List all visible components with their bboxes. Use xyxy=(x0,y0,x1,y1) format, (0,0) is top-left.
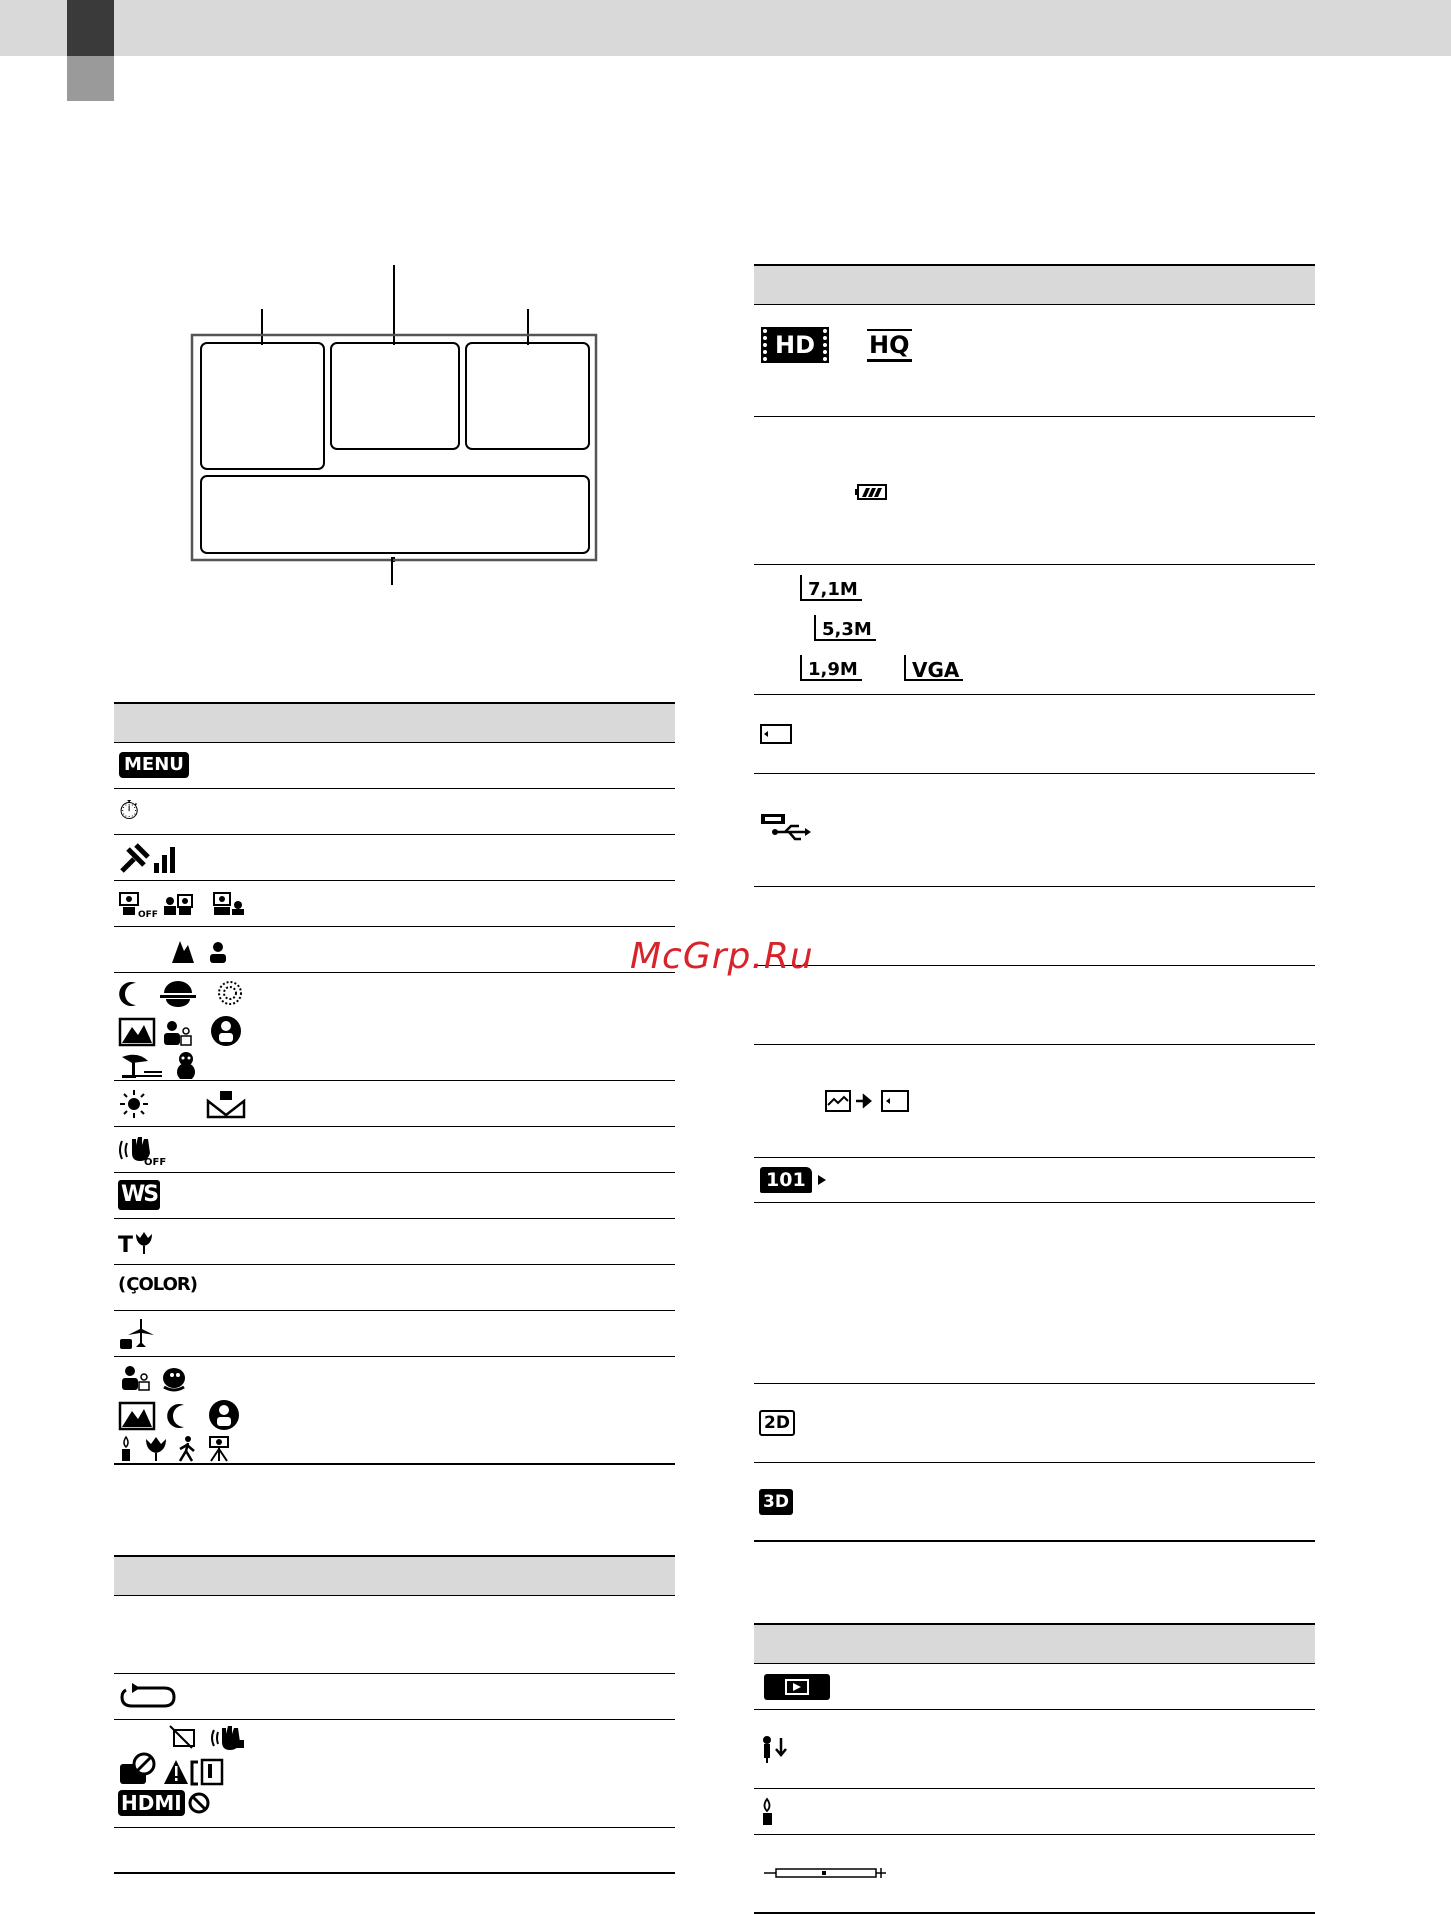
table-row xyxy=(754,1835,1315,1914)
image-size-53m-icon: 5,3M xyxy=(814,615,876,641)
table-row xyxy=(114,1311,675,1357)
table-row xyxy=(754,1710,1315,1789)
table-row xyxy=(754,887,1315,966)
table-row xyxy=(114,1828,675,1874)
memory-card-icon xyxy=(759,723,793,745)
left-table-1 xyxy=(114,702,675,1465)
table-row xyxy=(114,1219,675,1265)
screen-layout-diagram xyxy=(190,265,598,562)
image-size-19m-icon: 1,9M xyxy=(800,655,862,681)
volume-slider-icon xyxy=(762,1863,892,1883)
table-row xyxy=(754,1463,1315,1542)
beach-icon xyxy=(122,1055,162,1078)
sunset-icon xyxy=(160,981,196,1007)
sun-icon xyxy=(120,1090,148,1118)
gps-signal-icon xyxy=(118,841,178,875)
table-row xyxy=(754,966,1315,1045)
section-tab xyxy=(67,0,114,101)
face-child-icon xyxy=(164,895,192,915)
table-row xyxy=(114,1596,675,1674)
warning-icon xyxy=(164,1760,188,1784)
top-bar xyxy=(0,0,1451,56)
image-size-71m-icon: 7,1M xyxy=(800,575,862,601)
spotlight-icon xyxy=(211,1016,241,1046)
hq-icon: HQ xyxy=(867,329,912,362)
ws-icon: WS xyxy=(118,1180,160,1210)
bottom-area-box xyxy=(201,476,589,553)
3d-icon: 3D xyxy=(759,1489,793,1515)
table-row xyxy=(114,835,675,881)
mic-level-down-icon xyxy=(759,1734,791,1764)
auto-scene-icons xyxy=(118,1363,258,1463)
snow-icon xyxy=(177,1052,195,1079)
bracket-icon xyxy=(192,1760,222,1784)
menu-icon: MENU xyxy=(119,752,189,778)
portrait-icon xyxy=(164,1021,191,1045)
candle-icon xyxy=(122,1437,130,1461)
exposure-icons xyxy=(118,1087,268,1121)
battery-icon xyxy=(854,483,888,501)
table-row xyxy=(754,305,1315,417)
color-icon: (ÇOLOR) xyxy=(118,1274,198,1295)
right-area-box xyxy=(466,343,589,449)
playback-icon xyxy=(762,1672,832,1702)
card-error-icon xyxy=(170,1726,194,1748)
self-timer-icon: ⏱ xyxy=(119,796,140,826)
scene-selection-icons xyxy=(118,979,258,1079)
airplane-icon xyxy=(118,1317,158,1351)
candle-icon xyxy=(759,1797,779,1827)
table-row xyxy=(114,743,675,789)
screen-frame xyxy=(192,335,596,560)
face-off-icon xyxy=(120,893,158,919)
2d-icon: 2D xyxy=(759,1410,795,1436)
steadyshot-off-icon xyxy=(118,1133,168,1167)
portrait-icon xyxy=(122,1366,149,1390)
usb-connection-icon xyxy=(759,812,811,848)
table-row xyxy=(114,1081,675,1127)
backlight-icon xyxy=(208,1091,244,1117)
image-size-vga-icon: VGA xyxy=(904,655,963,681)
callout-line-bottom-ext xyxy=(390,557,394,585)
table-header xyxy=(114,1557,675,1596)
photo-copy-icon xyxy=(824,1087,920,1115)
svg-text:T: T xyxy=(118,1233,134,1256)
landscape-icon xyxy=(120,1403,154,1429)
tripod-icon xyxy=(210,1437,228,1461)
repeat-icon xyxy=(118,1682,178,1712)
table-row xyxy=(114,1720,675,1828)
svg-text:OFF: OFF xyxy=(144,1157,167,1167)
table-row xyxy=(114,973,675,1081)
table-row xyxy=(114,1173,675,1219)
table-row xyxy=(114,1265,675,1311)
table-row xyxy=(754,565,1315,695)
table-header xyxy=(754,1625,1315,1664)
table-row xyxy=(114,1357,675,1465)
svg-text:OFF: OFF xyxy=(138,910,158,919)
table-row xyxy=(754,1384,1315,1463)
hd-icon: HD xyxy=(763,329,827,361)
table-row xyxy=(754,417,1315,565)
spotlight-icon xyxy=(209,1400,239,1430)
no-icon xyxy=(187,1791,211,1815)
table-row xyxy=(754,1158,1315,1203)
moon-icon xyxy=(119,982,136,1006)
table-row xyxy=(754,1203,1315,1384)
right-table-2 xyxy=(754,1623,1315,1914)
steadyshot-lock-icon xyxy=(212,1726,244,1750)
right-table-1 xyxy=(754,264,1315,1542)
table-header xyxy=(754,266,1315,305)
baby-icon xyxy=(163,1368,185,1390)
landscape-icon xyxy=(120,1019,154,1045)
table-row xyxy=(114,1127,675,1173)
face-detection-icons xyxy=(118,891,258,919)
face-adult-icon xyxy=(214,893,244,915)
left-table-2 xyxy=(114,1555,675,1874)
mountain-icon xyxy=(172,941,194,963)
table-row xyxy=(114,1674,675,1720)
table-row xyxy=(114,881,675,927)
hdmi-icon: HDMI xyxy=(118,1790,185,1816)
tele-macro-icon xyxy=(118,1228,164,1256)
table-row xyxy=(114,789,675,835)
watermark: McGrp.Ru xyxy=(630,936,814,977)
camera-no-icon xyxy=(120,1754,154,1784)
scene-icons xyxy=(170,937,240,965)
table-row xyxy=(754,774,1315,887)
folder-icon: 101 xyxy=(760,1167,812,1193)
folder-play-arrow-icon xyxy=(816,1173,828,1187)
fireworks-icon xyxy=(219,982,241,1004)
table-row xyxy=(754,1664,1315,1710)
table-row xyxy=(754,695,1315,774)
table-row xyxy=(754,1789,1315,1835)
walking-icon xyxy=(180,1436,194,1461)
table-header xyxy=(114,704,675,743)
table-row xyxy=(114,927,675,973)
center-area-box xyxy=(331,343,459,449)
person-icon xyxy=(213,942,223,952)
table-row xyxy=(754,1045,1315,1158)
macro-icon xyxy=(146,1437,166,1461)
left-area-box xyxy=(201,343,324,469)
moon-icon xyxy=(167,1404,184,1428)
